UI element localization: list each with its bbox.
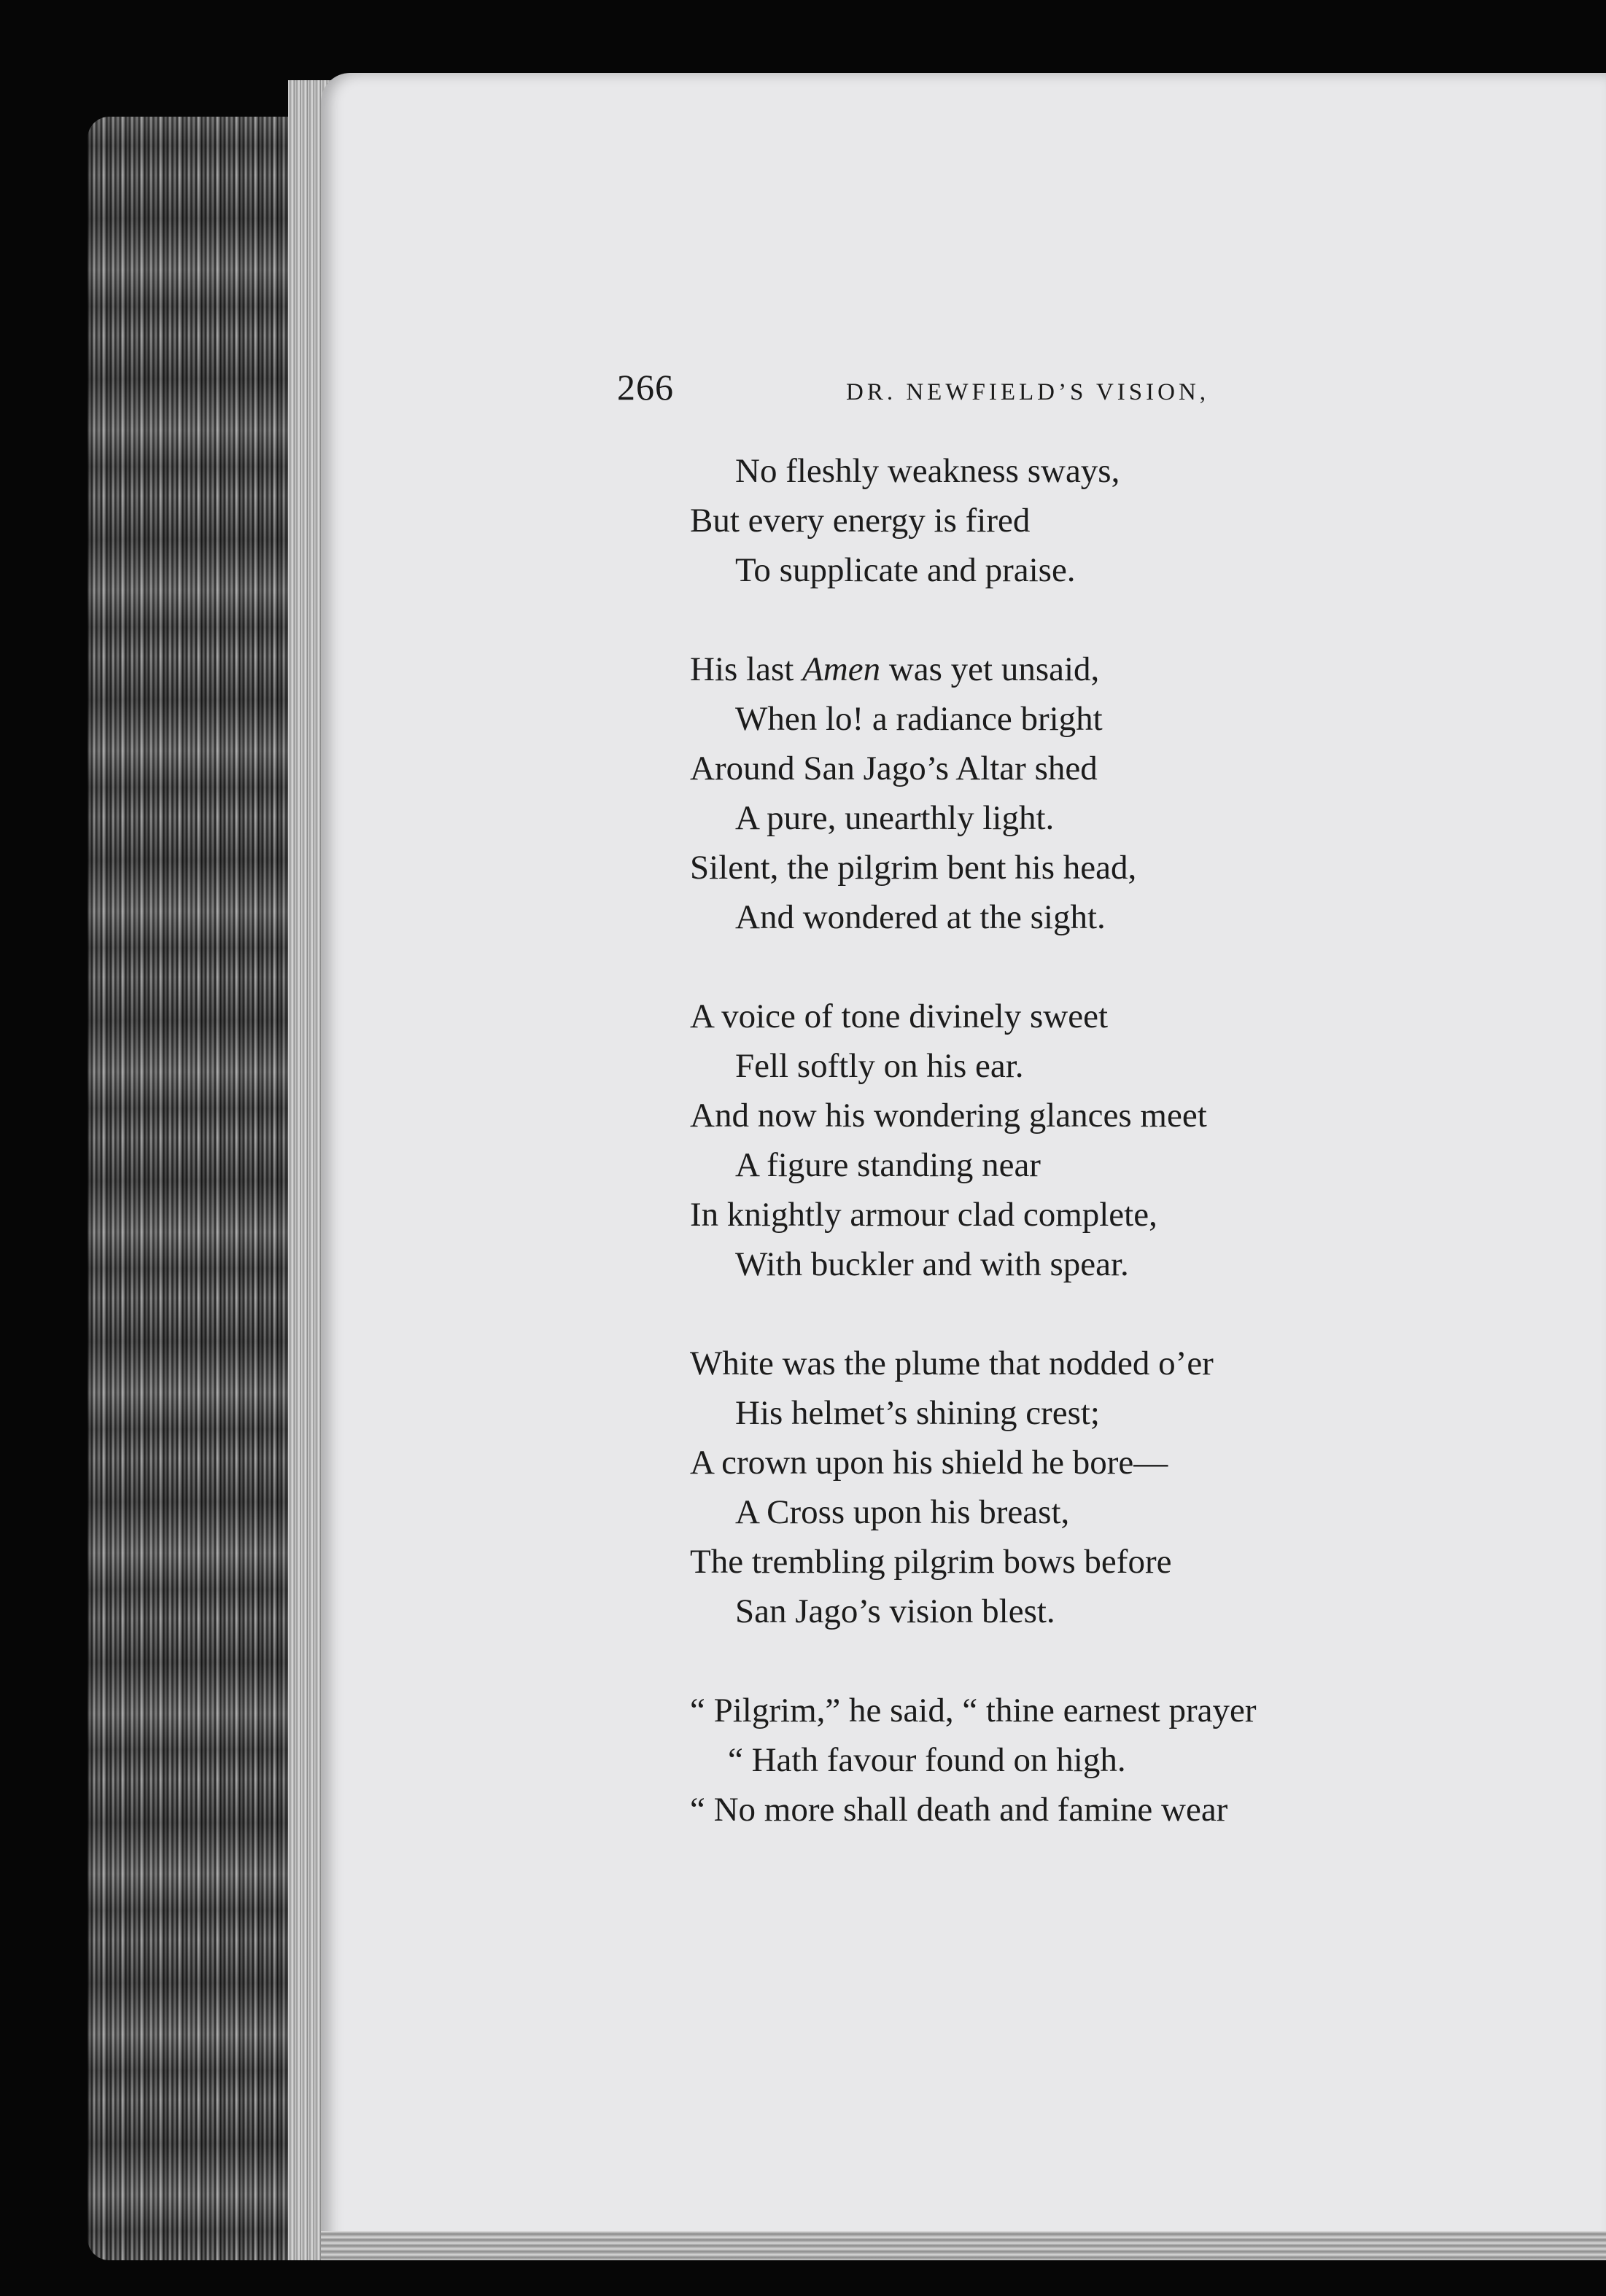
- poem-line: And wondered at the sight.: [735, 898, 1106, 936]
- poem-line: “ Pilgrim,” he said, “ thine earnest prayer: [690, 1692, 1257, 1729]
- poem-line: The trembling pilgrim bows before: [690, 1543, 1172, 1581]
- poem-line: No fleshly weakness sways,: [735, 452, 1120, 490]
- poem-line: When lo! a radiance bright: [735, 700, 1103, 738]
- stanza-2: [690, 645, 1565, 942]
- poem-line: White was the plume that nodded o’er: [690, 1344, 1214, 1382]
- poem-text-run: was yet unsaid,: [880, 650, 1100, 688]
- poem-line: A voice of tone divinely sweet: [690, 997, 1108, 1035]
- poem-line: Silent, the pilgrim bent his head,: [690, 849, 1137, 887]
- poem-line: “ Hath favour found on high.: [728, 1741, 1126, 1779]
- stanza-3: [690, 992, 1565, 1289]
- poem-line: Around San Jago’s Altar shed: [690, 750, 1098, 787]
- poem-line: In knightly armour clad complete,: [690, 1196, 1157, 1234]
- poem-line: A pure, unearthly light.: [735, 799, 1055, 837]
- stanza-1: [690, 446, 1565, 595]
- poem-line: “ No more shall death and famine wear: [690, 1791, 1228, 1829]
- page-header: [617, 366, 1273, 410]
- poem-line: To supplicate and praise.: [735, 551, 1076, 589]
- italic-word: Amen: [802, 650, 881, 688]
- poem-line: With buckler and with spear.: [735, 1245, 1129, 1283]
- poem-line: A crown upon his shield he bore—: [690, 1444, 1168, 1482]
- page-number: 266: [617, 367, 674, 408]
- running-head: DR. NEWFIELD’S VISION,: [846, 379, 1210, 405]
- poem-line: A figure standing near: [735, 1146, 1041, 1184]
- poem-line: And now his wondering glances meet: [690, 1097, 1207, 1135]
- poem-line: His helmet’s shining crest;: [735, 1394, 1100, 1432]
- poem-line: Fell softly on his ear.: [735, 1047, 1024, 1085]
- poem-text: [690, 446, 1565, 1884]
- stanza-5: [690, 1686, 1565, 1834]
- poem-line: A Cross upon his breast,: [735, 1493, 1070, 1531]
- poem-line: San Jago’s vision blest.: [735, 1592, 1055, 1630]
- stanza-4: [690, 1339, 1565, 1636]
- poem-line: [690, 645, 1565, 694]
- poem-line: But every energy is fired: [690, 502, 1031, 540]
- page-bottom-edge: [321, 2231, 1606, 2260]
- poem-text-run: His last: [690, 650, 803, 688]
